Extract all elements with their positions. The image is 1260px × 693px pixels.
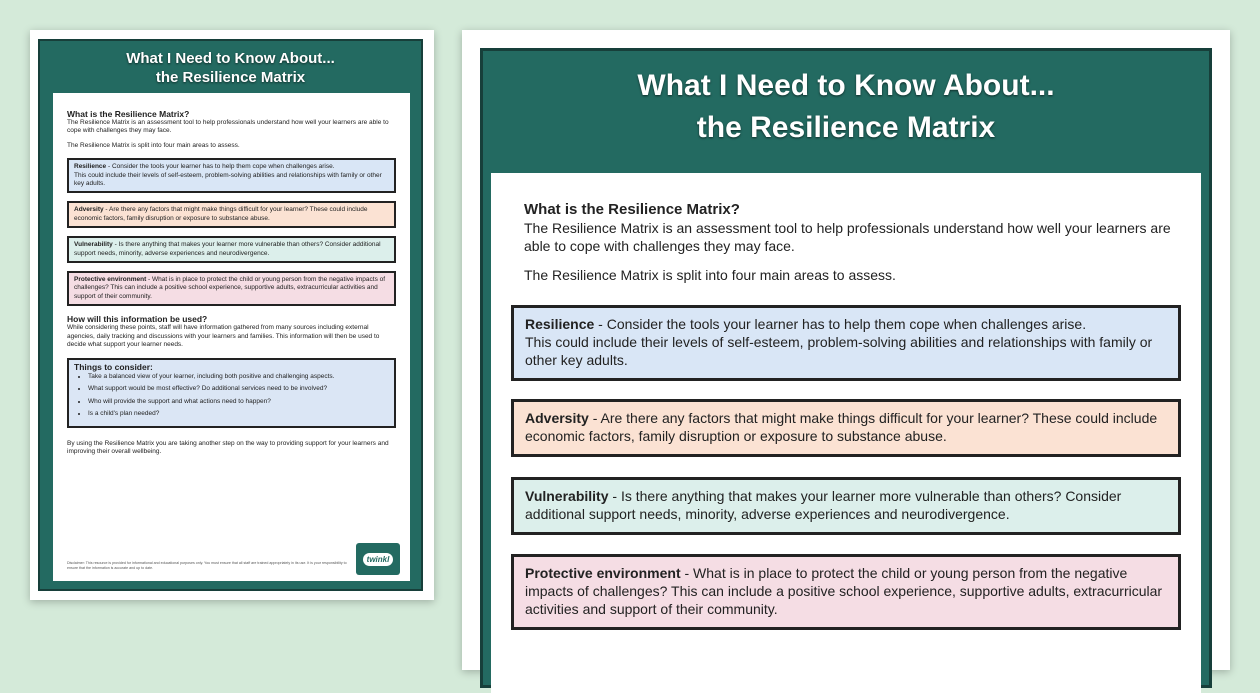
zoomed-frame [480, 48, 1212, 688]
split-text: The Resilience Matrix is split into four main areas to assess. [524, 267, 896, 283]
list-item: • Is a child's plan needed? [88, 410, 389, 418]
thumbnail-title: What I Need to Know About... the Resilience Matrix [126, 50, 335, 86]
thumbnail-frame [38, 39, 423, 591]
protective-environment-box: Protective environment - What is in place to protect the child or young person from the negative impacts of challenges? This can include a positive school experience, supportive adults, extracurricular activities and support of their community. [67, 271, 396, 306]
twinkl-logo: twinkl [356, 543, 400, 575]
thumbnail-sheet [30, 30, 434, 600]
split-text: The Resilience Matrix is split into four main areas to assess. [67, 141, 240, 149]
adversity-box: Adversity - Are there any factors that might make things difficult for your learner? These could include economic factors, family disruption or exposure to substance abuse. [511, 399, 1181, 457]
disclaimer: Disclaimer: This resource is provided for informational and educational purposes only. You must ensure that all staff are trained appropriately in its use. It is your responsibility to ensure that the information is accurate and up to date. [67, 561, 347, 570]
vulnerability-box: Vulnerability - Is there anything that makes your learner more vulnerable than others? Consider additional support needs, minority, adverse experiences and neurodivergence. [67, 236, 396, 263]
intro-text: The Resilience Matrix is an assessment tool to help professionals understand how well your learners are able to cope with challenges they may face. [524, 220, 1171, 254]
list-item: • Take a balanced view of your learner, including both positive and challenging aspects. [88, 373, 389, 381]
list-item: • Who will provide the support and what actions need to happen? [88, 398, 389, 406]
used-heading: How will this information be used? [67, 314, 208, 325]
thumbnail-panel [53, 93, 410, 581]
zoomed-title: What I Need to Know About... the Resilience Matrix [637, 69, 1055, 144]
list-item: • What support would be most effective? Do additional services need to be involved? [88, 385, 389, 393]
adversity-box: Adversity - Are there any factors that might make things difficult for your learner? These could include economic factors, family disruption or exposure to substance abuse. [67, 201, 396, 228]
protective-environment-box: Protective environment - What is in place to protect the child or young person from the negative impacts of challenges? This can include a positive school experience, supportive adults, extracurricular activities and support of their community. [511, 554, 1181, 630]
resilience-box: Resilience - Consider the tools your learner has to help them cope when challenges arise. This could include their levels of self-esteem, problem-solving abilities and relationships with family or other key adults. [67, 158, 396, 193]
resilience-box: Resilience - Consider the tools your learner has to help them cope when challenges arise. This could include their levels of self-esteem, problem-solving abilities and relationships with family or other key adults. [511, 305, 1181, 381]
intro-text: The Resilience Matrix is an assessment tool to help professionals understand how well your learners are able to cope with challenges they may face. [67, 119, 389, 135]
things-to-consider-box [67, 358, 396, 428]
intro-heading: What is the Resilience Matrix? [524, 201, 740, 218]
consider-list [74, 373, 389, 419]
vulnerability-box: Vulnerability - Is there anything that makes your learner more vulnerable than others? Consider additional support needs, minority, adverse experiences and neurodivergence. [511, 477, 1181, 535]
consider-heading: Things to consider: [74, 361, 153, 372]
zoomed-panel [491, 173, 1201, 693]
zoomed-sheet [462, 30, 1230, 670]
closing-text: By using the Resilience Matrix you are taking another step on the way to providing support for your learners and improving their overall wellbeing. [67, 439, 389, 455]
used-text: While considering these points, staff will have information gathered from many sources including external agencies, daily tracking and discussions with your learners and families. This information will then be used to decide what support your learner needs. [67, 324, 380, 349]
intro-heading: What is the Resilience Matrix? [67, 109, 190, 119]
